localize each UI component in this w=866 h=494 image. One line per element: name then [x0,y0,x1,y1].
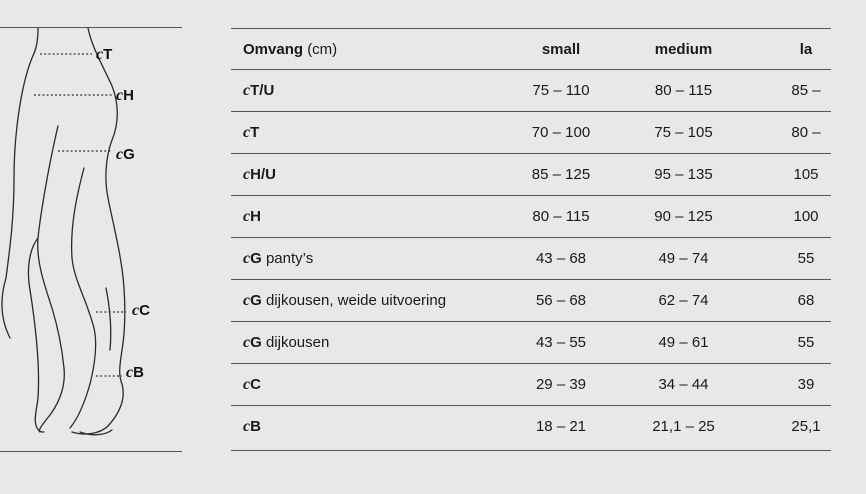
measure-label-cB: cB [126,364,144,381]
cell-large: 105 [793,166,819,183]
row-label: cH/U [243,166,276,183]
table-row [231,237,831,280]
cell-small: 70 – 100 [531,124,591,141]
row-label: cC [243,376,261,393]
cell-large: 55 [797,334,815,351]
cell-large: 68 [797,292,815,309]
cell-large: 25,1 [791,418,821,435]
header-small: small [541,41,581,58]
table-row [231,153,831,196]
cell-medium: 75 – 105 [654,124,713,141]
row-label: cB [243,418,261,435]
measure-label-cH: cH [116,87,134,104]
cell-small: 80 – 115 [532,208,590,225]
cell-large: 39 [797,376,815,393]
cell-large: 85 – [791,82,821,99]
cell-small: 43 – 55 [535,334,587,351]
table-row [231,321,831,364]
cell-small: 29 – 39 [535,376,587,393]
cell-small: 43 – 68 [535,250,587,267]
legs-measurement-illustration [0,28,182,452]
cell-large: 80 – [791,124,821,141]
cell-medium: 49 – 61 [658,334,709,351]
cell-medium: 34 – 44 [658,376,709,393]
header-measure: Omvang (cm) [243,41,338,58]
cell-small: 18 – 21 [535,418,587,435]
cell-large: 100 [793,208,819,225]
cell-small: 75 – 110 [532,82,590,99]
cell-medium: 80 – 115 [654,82,713,99]
cell-small: 56 – 68 [535,292,587,309]
row-label: cT [243,124,260,141]
table-row [231,111,831,154]
table-row [231,363,831,406]
header-medium: medium [654,41,713,58]
table-row [231,405,831,448]
cell-small: 85 – 125 [531,166,591,183]
cell-medium: 62 – 74 [658,292,709,309]
cell-medium: 49 – 74 [658,250,709,267]
legs-outline-icon [0,28,182,452]
row-label: cG dijkousen, weide uitvoering [243,292,447,309]
measure-label-cT: cT [96,46,113,63]
table-header-row [231,28,831,71]
cell-medium: 95 – 135 [654,166,713,183]
table-bottom-rule [231,450,831,451]
row-label: cT/U [243,82,275,99]
row-label: cH [243,208,261,225]
measure-label-cG: cG [116,146,135,163]
measure-label-cC: cC [132,302,150,319]
row-label: cG dijkousen [243,334,330,351]
table-row [231,279,831,322]
header-large: la [799,41,813,58]
cell-large: 55 [797,250,815,267]
cell-medium: 21,1 – 25 [652,418,715,435]
row-label: cG panty’s [243,250,314,267]
table-row [231,195,831,238]
cell-medium: 90 – 125 [654,208,713,225]
table-row [231,69,831,112]
